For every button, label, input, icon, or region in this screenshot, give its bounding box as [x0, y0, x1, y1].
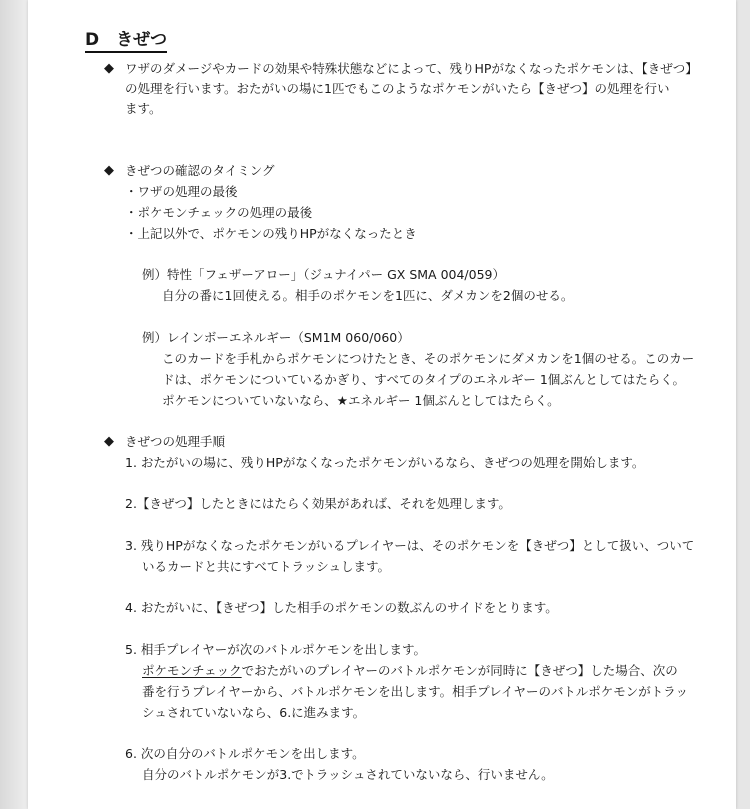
example-2-text: このカードを手札からポケモンにつけたとき、そのポケモンにダメカンを1個のせる。このカー [162, 351, 695, 366]
example-2-title: 例）レインボーエネルギー（SM1M 060/060） [142, 330, 410, 345]
timing-item: ・ポケモンチェックの処理の最後 [125, 205, 313, 220]
procedure-step-4: 4. おたがいに、【きぜつ】した相手のポケモンの数ぶんのサイドをとります。 [125, 600, 558, 615]
intro-line-2: の処理を行います。おたがいの場に1匹でもこのようなポケモンがいたら【きぜつ】の処理を行い [125, 81, 670, 96]
timing-item: ・ワザの処理の最後 [125, 184, 238, 199]
pokemon-check-link[interactable]: ポケモンチェック [142, 663, 242, 678]
document-page [28, 0, 736, 809]
example-1-title: 例）特性「フェザーアロー」（ジュナイパー GX SMA 004/059） [142, 267, 505, 282]
example-2-text: ドは、ポケモンについているかぎり、すべてのタイプのエネルギー 1個ぶんとしてはたらく。 [162, 372, 686, 387]
procedure-step-3-line-2: いるカードと共にすべてトラッシュします。 [142, 559, 391, 574]
procedure-step-5-line-1: 5. 相手プレイヤーが次のバトルポケモンを出します。 [125, 642, 427, 657]
procedure-step-6-line-2: 自分のバトルポケモンが3.でトラッシュされていないなら、行いません。 [142, 767, 554, 782]
diamond-bullet-icon: ◆ [104, 434, 114, 449]
intro-line-1: ワザのダメージやカードの効果や特殊状態などによって、残りHPがなくなったポケモンは、【きぜつ】 [125, 61, 698, 76]
section-heading: D きぜつ [85, 30, 167, 53]
procedure-step-2: 2.【きぜつ】したときにはたらく効果があれば、それを処理します。 [125, 496, 511, 511]
procedure-step-5-line-4: シュされていないなら、6.に進みます。 [142, 705, 366, 720]
procedure-step-3-line-1: 3. 残りHPがなくなったポケモンがいるプレイヤーは、そのポケモンを【きぜつ】として扱い、ついて [125, 538, 695, 553]
procedure-step-5-line-2 [142, 663, 678, 679]
timing-item: ・上記以外で、ポケモンの残りHPがなくなったとき [125, 226, 417, 241]
procedure-step-6-line-1: 6. 次の自分のバトルポケモンを出します。 [125, 746, 365, 761]
timing-title: きぜつの確認のタイミング [125, 163, 275, 178]
step-5-line-2-rest: でおたがいのプレイヤーのバトルポケモンが同時に【きぜつ】した場合、次の [241, 663, 678, 678]
intro-line-3: ます。 [125, 101, 162, 116]
procedure-step-1: 1. おたがいの場に、残りHPがなくなったポケモンがいるなら、きぜつの処理を開始します。 [125, 455, 645, 470]
example-1-text: 自分の番に1回使える。相手のポケモンを1匹に、ダメカンを2個のせる。 [162, 288, 574, 303]
diamond-bullet-icon: ◆ [104, 163, 114, 178]
diamond-bullet-icon: ◆ [104, 61, 114, 76]
example-2-text: ポケモンについていないなら、★エネルギー 1個ぶんとしてはたらく。 [162, 393, 560, 408]
page-edge-shadow [0, 0, 28, 809]
procedure-step-5-line-3: 番を行うプレイヤーから、バトルポケモンを出します。相手プレイヤーのバトルポケモンがトラッ [142, 684, 689, 699]
procedure-title: きぜつの処理手順 [125, 434, 226, 449]
